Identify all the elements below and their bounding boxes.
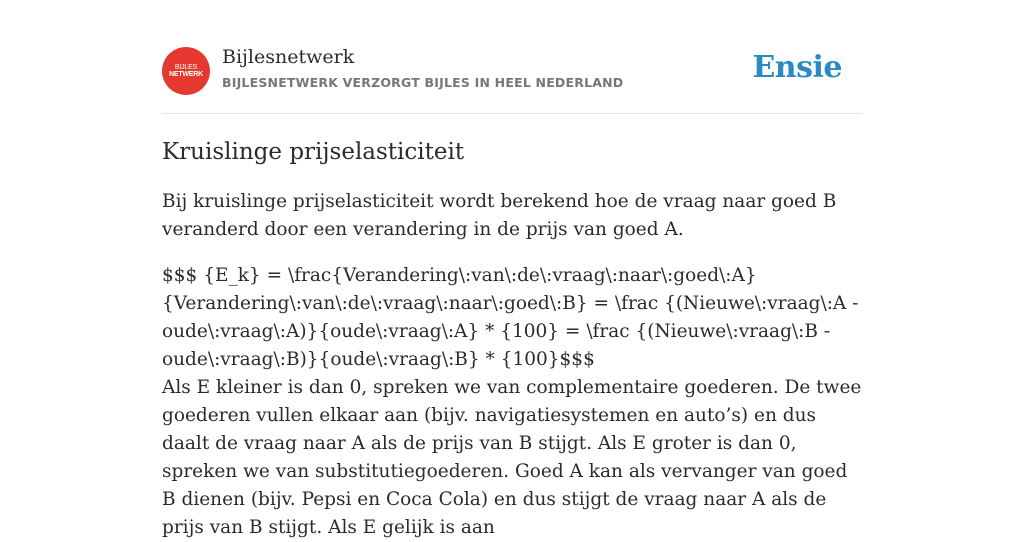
- logo-text-line1: BIJLES: [174, 64, 198, 71]
- body-paragraph: Als E kleiner is dan 0, spreken we van complementaire goederen. De twee goederen vullen elkaar aan (bijv. navigatiesystemen en auto’s) en dus daalt de vraag naar A als de prijs van B stijgt. Als E groter is dan 0, spreken we van substitutiegoederen. Goed A kan als vervanger van goed B dienen (bijv. Pepsi en Coca Cola) en dus stijgt de vraag naar A als de prijs van B stijgt. Als E gelijk is aan: [162, 377, 862, 538]
- ensie-logo[interactable]: Ensie: [752, 50, 842, 85]
- page: [162, 0, 862, 542]
- header: [162, 0, 862, 114]
- bijlesnetwerk-logo[interactable]: [162, 47, 210, 95]
- site-name[interactable]: Bijlesnetwerk: [222, 46, 355, 68]
- intro-paragraph: Bij kruislinge prijselasticiteit wordt berekend hoe de vraag naar goed B veranderd door een verandering in de prijs van goed A.: [162, 191, 837, 240]
- formula-text: $$$ {E_k} = \frac{Verandering\:van\:de\:vraag\:naar\:goed\:A}{Verandering\:van\:de\:vraag\:naar\:goed\:B} = \frac {(Nieuwe\:vraag\:A - oude\:vraag\:A)}{oude\:vraag\:A} * {100} = \frac {(Nieuwe\:vraag\:B - oude\:vraag\:B)}{oude\:vraag\:B} * {100}$$$: [162, 265, 859, 370]
- logo-text-line2: NETWERK: [169, 71, 203, 78]
- site-tagline: BIJLESNETWERK VERZORGT BIJLES IN HEEL NEDERLAND: [222, 75, 624, 90]
- page-title: Kruislinge prijselasticiteit: [162, 139, 465, 165]
